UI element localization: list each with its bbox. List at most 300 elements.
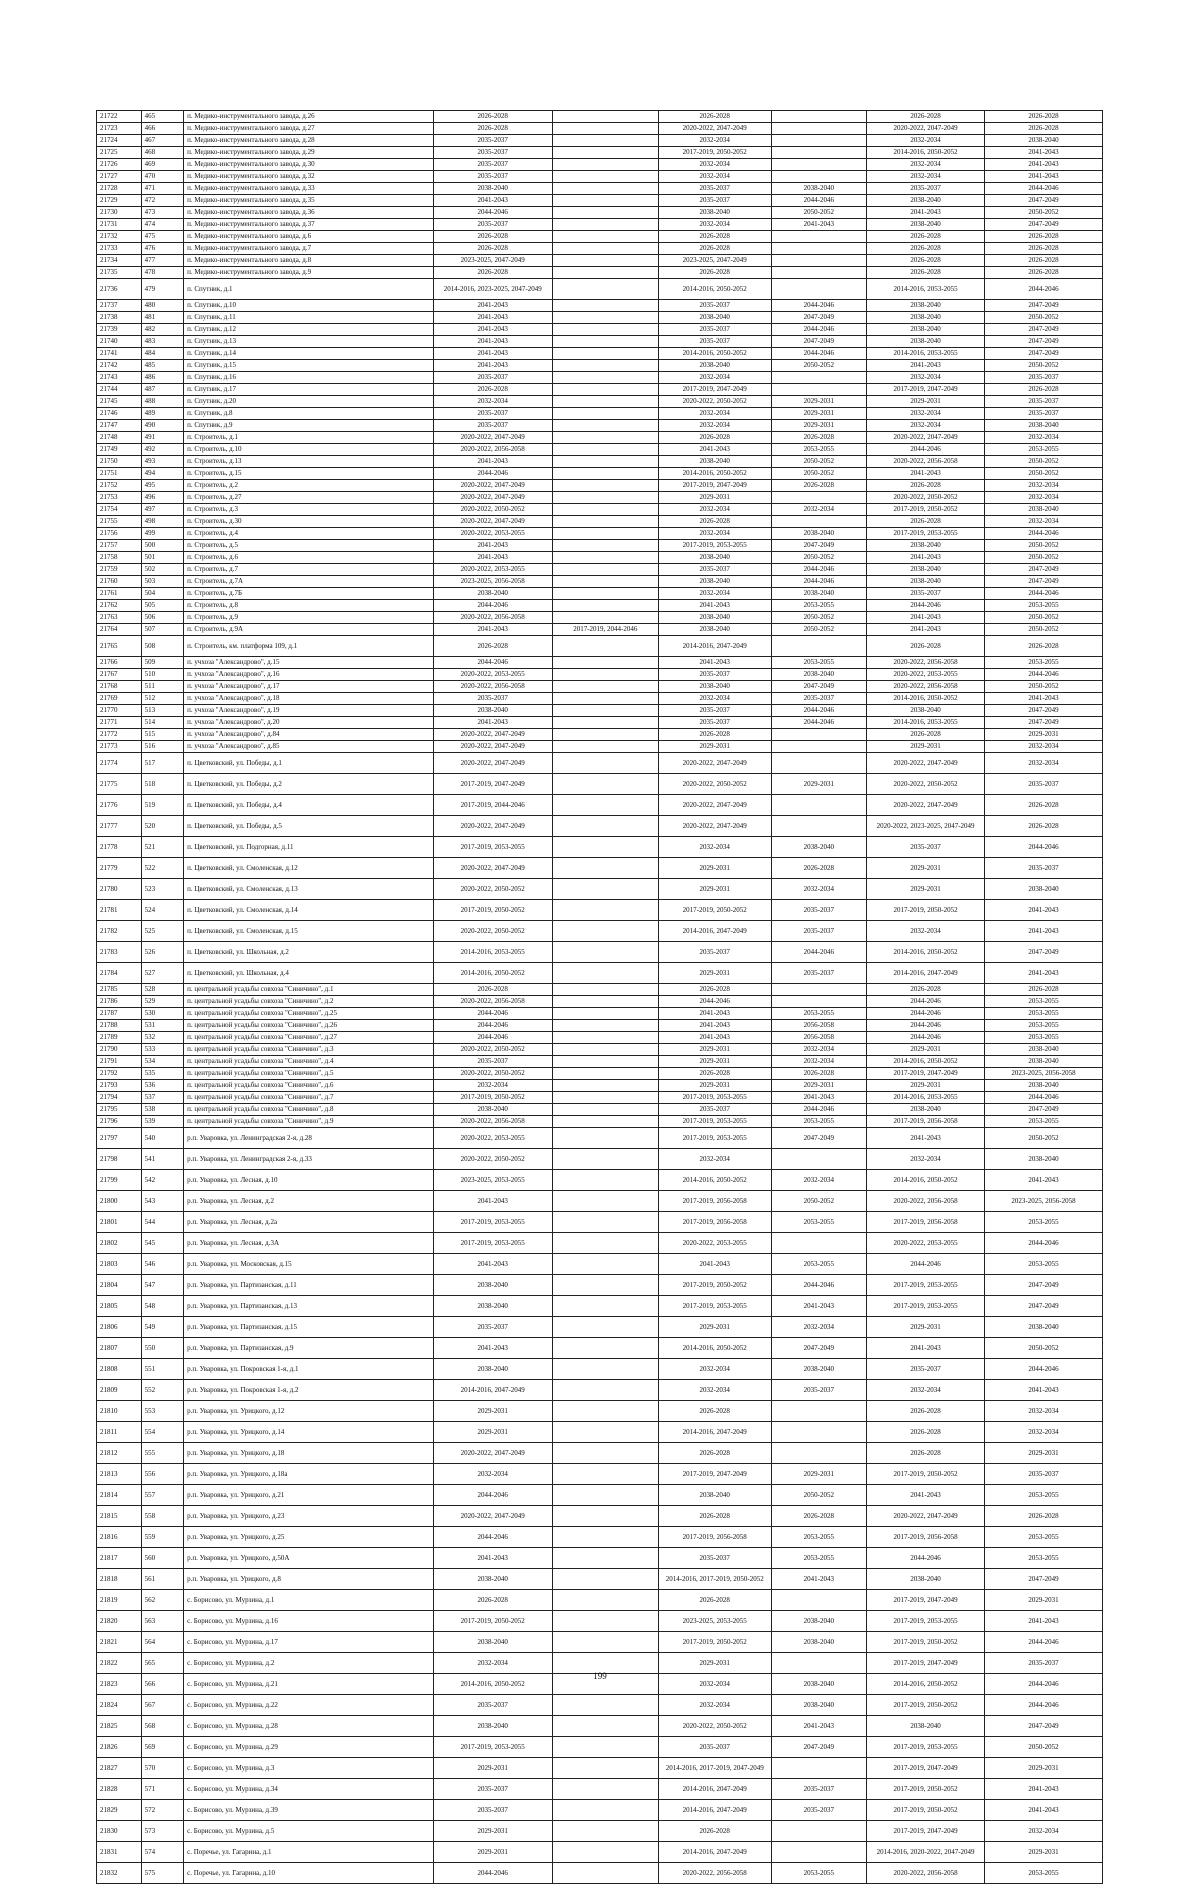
address-cell: п. Спутник, д.17 xyxy=(184,384,434,396)
row-number-cell: 21811 xyxy=(97,1422,142,1443)
period-cell-4: 2038-2040 xyxy=(771,528,867,540)
item-number-cell: 468 xyxy=(141,147,183,159)
item-number-cell: 482 xyxy=(141,324,183,336)
item-number-cell: 531 xyxy=(141,1020,183,1032)
period-cell-5: 2044-2046 xyxy=(867,1254,985,1275)
table-row xyxy=(97,1317,1103,1338)
period-cell-1: 2041-2043 xyxy=(433,1191,552,1212)
row-number-cell: 21779 xyxy=(97,858,142,879)
period-cell-6: 2050-2052 xyxy=(985,1737,1103,1758)
item-number-cell: 533 xyxy=(141,1044,183,1056)
period-cell-5: 2014-2016, 2050-2052 xyxy=(867,1170,985,1191)
period-cell-1: 2044-2046 xyxy=(433,1020,552,1032)
period-cell-3: 2032-2034 xyxy=(658,159,771,171)
table-row xyxy=(97,372,1103,384)
period-cell-4 xyxy=(771,255,867,267)
period-cell-1: 2032-2034 xyxy=(433,1080,552,1092)
period-cell-6: 2044-2046 xyxy=(985,1092,1103,1104)
row-number-cell: 21831 xyxy=(97,1842,142,1863)
period-cell-5: 2029-2031 xyxy=(867,858,985,879)
period-cell-6: 2029-2031 xyxy=(985,1842,1103,1863)
row-number-cell: 21810 xyxy=(97,1401,142,1422)
period-cell-2 xyxy=(552,1695,658,1716)
period-cell-6: 2038-2040 xyxy=(985,1044,1103,1056)
row-number-cell: 21753 xyxy=(97,492,142,504)
table-row xyxy=(97,693,1103,705)
item-number-cell: 471 xyxy=(141,183,183,195)
item-number-cell: 563 xyxy=(141,1611,183,1632)
item-number-cell: 511 xyxy=(141,681,183,693)
period-cell-6: 2026-2028 xyxy=(985,636,1103,657)
period-cell-4: 2038-2040 xyxy=(771,588,867,600)
period-cell-3: 2014-2016, 2017-2019, 2047-2049 xyxy=(658,1758,771,1779)
table-row xyxy=(97,480,1103,492)
address-cell: п. учхоза "Александрово", д.84 xyxy=(184,729,434,741)
row-number-cell: 21731 xyxy=(97,219,142,231)
period-cell-3: 2020-2022, 2047-2049 xyxy=(658,123,771,135)
item-number-cell: 524 xyxy=(141,900,183,921)
item-number-cell: 523 xyxy=(141,879,183,900)
period-cell-5: 2026-2028 xyxy=(867,267,985,279)
period-cell-6: 2023-2025, 2056-2058 xyxy=(985,1191,1103,1212)
row-number-cell: 21724 xyxy=(97,135,142,147)
item-number-cell: 567 xyxy=(141,1695,183,1716)
item-number-cell: 519 xyxy=(141,795,183,816)
period-cell-4: 2026-2028 xyxy=(771,480,867,492)
period-cell-3: 2020-2022, 2050-2052 xyxy=(658,396,771,408)
period-cell-5: 2017-2019, 2053-2055 xyxy=(867,528,985,540)
period-cell-2 xyxy=(552,159,658,171)
row-number-cell: 21832 xyxy=(97,1863,142,1884)
period-cell-3: 2017-2019, 2053-2055 xyxy=(658,540,771,552)
period-cell-4: 2053-2055 xyxy=(771,657,867,669)
table-row xyxy=(97,564,1103,576)
period-cell-1: 2020-2022, 2056-2058 xyxy=(433,612,552,624)
period-cell-2 xyxy=(552,1842,658,1863)
period-cell-3: 2020-2022, 2053-2055 xyxy=(658,1233,771,1254)
address-cell: п. Строитель, д.7А xyxy=(184,576,434,588)
period-cell-3: 2038-2040 xyxy=(658,612,771,624)
period-cell-3: 2032-2034 xyxy=(658,171,771,183)
period-cell-4: 2044-2046 xyxy=(771,324,867,336)
period-cell-4 xyxy=(771,147,867,159)
address-cell: п. Спутник, д.13 xyxy=(184,336,434,348)
address-cell: п. Цветковский, ул. Победы, д.1 xyxy=(184,753,434,774)
period-cell-1: 2038-2040 xyxy=(433,705,552,717)
period-cell-6: 2041-2043 xyxy=(985,147,1103,159)
row-number-cell: 21768 xyxy=(97,681,142,693)
table-row xyxy=(97,1275,1103,1296)
row-number-cell: 21733 xyxy=(97,243,142,255)
period-cell-4: 2041-2043 xyxy=(771,1092,867,1104)
address-cell: р.п. Уваровка, ул. Ленинградская 2-я, д.33 xyxy=(184,1149,434,1170)
period-cell-1: 2038-2040 xyxy=(433,588,552,600)
period-cell-2 xyxy=(552,396,658,408)
period-cell-2 xyxy=(552,540,658,552)
period-cell-2 xyxy=(552,1548,658,1569)
period-cell-2: 2017-2019, 2044-2046 xyxy=(552,624,658,636)
item-number-cell: 507 xyxy=(141,624,183,636)
period-cell-6: 2044-2046 xyxy=(985,1632,1103,1653)
period-cell-6: 2038-2040 xyxy=(985,879,1103,900)
period-cell-5: 2041-2043 xyxy=(867,1128,985,1149)
item-number-cell: 535 xyxy=(141,1068,183,1080)
period-cell-3: 2020-2022, 2050-2052 xyxy=(658,1716,771,1737)
address-cell: п. Цветковский, ул. Школьная, д.4 xyxy=(184,963,434,984)
period-cell-6: 2035-2037 xyxy=(985,1653,1103,1674)
period-cell-1: 2035-2037 xyxy=(433,408,552,420)
table-row xyxy=(97,1170,1103,1191)
period-cell-4: 2029-2031 xyxy=(771,396,867,408)
table-row xyxy=(97,1443,1103,1464)
item-number-cell: 516 xyxy=(141,741,183,753)
period-cell-4 xyxy=(771,996,867,1008)
period-cell-3: 2035-2037 xyxy=(658,717,771,729)
period-cell-4: 2047-2049 xyxy=(771,1128,867,1149)
period-cell-3: 2017-2019, 2056-2058 xyxy=(658,1191,771,1212)
period-cell-5: 2038-2040 xyxy=(867,219,985,231)
period-cell-4: 2035-2037 xyxy=(771,1800,867,1821)
period-cell-5: 2026-2028 xyxy=(867,636,985,657)
address-cell: п. центральной усадьбы совхоза "Синичино", д.4 xyxy=(184,1056,434,1068)
item-number-cell: 552 xyxy=(141,1380,183,1401)
period-cell-3: 2035-2037 xyxy=(658,1548,771,1569)
period-cell-5: 2014-2016, 2053-2055 xyxy=(867,717,985,729)
period-cell-3: 2032-2034 xyxy=(658,219,771,231)
table-row xyxy=(97,456,1103,468)
item-number-cell: 472 xyxy=(141,195,183,207)
period-cell-4: 2035-2037 xyxy=(771,963,867,984)
table-row xyxy=(97,741,1103,753)
row-number-cell: 21799 xyxy=(97,1170,142,1191)
row-number-cell: 21805 xyxy=(97,1296,142,1317)
period-cell-2 xyxy=(552,279,658,300)
period-cell-2 xyxy=(552,231,658,243)
address-cell: п. центральной усадьбы совхоза "Синичино", д.7 xyxy=(184,1092,434,1104)
table-row xyxy=(97,504,1103,516)
row-number-cell: 21777 xyxy=(97,816,142,837)
period-cell-2 xyxy=(552,1422,658,1443)
row-number-cell: 21817 xyxy=(97,1548,142,1569)
period-cell-2 xyxy=(552,1569,658,1590)
period-cell-2 xyxy=(552,219,658,231)
table-row xyxy=(97,1338,1103,1359)
row-number-cell: 21736 xyxy=(97,279,142,300)
period-cell-5: 2020-2022, 2047-2049 xyxy=(867,795,985,816)
period-cell-5: 2038-2040 xyxy=(867,336,985,348)
period-cell-1: 2041-2043 xyxy=(433,312,552,324)
period-cell-3: 2020-2022, 2047-2049 xyxy=(658,816,771,837)
period-cell-5: 2041-2043 xyxy=(867,624,985,636)
period-cell-3: 2017-2019, 2050-2052 xyxy=(658,1275,771,1296)
row-number-cell: 21735 xyxy=(97,267,142,279)
item-number-cell: 566 xyxy=(141,1674,183,1695)
table-row xyxy=(97,408,1103,420)
period-cell-3: 2035-2037 xyxy=(658,1104,771,1116)
address-cell: п. Цветковский, ул. Смоленская, д.14 xyxy=(184,900,434,921)
period-cell-3: 2026-2028 xyxy=(658,984,771,996)
address-cell: п. Цветковский, ул. Смоленская, д.12 xyxy=(184,858,434,879)
row-number-cell: 21734 xyxy=(97,255,142,267)
period-cell-4: 2053-2055 xyxy=(771,1116,867,1128)
address-cell: р.п. Уваровка, ул. Урицкого, д.50А xyxy=(184,1548,434,1569)
row-number-cell: 21798 xyxy=(97,1149,142,1170)
period-cell-5: 2017-2019, 2053-2055 xyxy=(867,1737,985,1758)
period-cell-3: 2026-2028 xyxy=(658,729,771,741)
table-row xyxy=(97,255,1103,267)
item-number-cell: 491 xyxy=(141,432,183,444)
period-cell-6: 2053-2055 xyxy=(985,657,1103,669)
table-row xyxy=(97,984,1103,996)
period-cell-3: 2026-2028 xyxy=(658,1443,771,1464)
period-cell-3: 2014-2016, 2050-2052 xyxy=(658,1338,771,1359)
period-cell-6: 2026-2028 xyxy=(985,816,1103,837)
period-cell-3: 2032-2034 xyxy=(658,1380,771,1401)
address-cell: п. Медико-инструментального завода, д.32 xyxy=(184,171,434,183)
period-cell-2 xyxy=(552,1800,658,1821)
period-cell-4: 2029-2031 xyxy=(771,774,867,795)
period-cell-3: 2014-2016, 2050-2052 xyxy=(658,468,771,480)
item-number-cell: 572 xyxy=(141,1800,183,1821)
address-cell: р.п. Уваровка, ул. Урицкого, д.8 xyxy=(184,1569,434,1590)
period-cell-5: 2014-2016, 2050-2052 xyxy=(867,1056,985,1068)
period-cell-6: 2038-2040 xyxy=(985,1080,1103,1092)
table-row xyxy=(97,681,1103,693)
period-cell-6: 2026-2028 xyxy=(985,123,1103,135)
period-cell-6: 2026-2028 xyxy=(985,243,1103,255)
period-cell-2 xyxy=(552,984,658,996)
item-number-cell: 534 xyxy=(141,1056,183,1068)
period-cell-2 xyxy=(552,1485,658,1506)
item-number-cell: 553 xyxy=(141,1401,183,1422)
period-cell-5: 2020-2022, 2056-2058 xyxy=(867,456,985,468)
period-cell-1: 2020-2022, 2053-2055 xyxy=(433,528,552,540)
row-number-cell: 21754 xyxy=(97,504,142,516)
address-cell: п. Строитель, д.8 xyxy=(184,600,434,612)
row-number-cell: 21792 xyxy=(97,1068,142,1080)
address-cell: п. центральной усадьбы совхоза "Синичино", д.8 xyxy=(184,1104,434,1116)
item-number-cell: 486 xyxy=(141,372,183,384)
period-cell-5: 2038-2040 xyxy=(867,324,985,336)
period-cell-2 xyxy=(552,1092,658,1104)
period-cell-4 xyxy=(771,753,867,774)
address-cell: п. Медико-инструментального завода, д.27 xyxy=(184,123,434,135)
row-number-cell: 21809 xyxy=(97,1380,142,1401)
item-number-cell: 474 xyxy=(141,219,183,231)
period-cell-2 xyxy=(552,420,658,432)
address-cell: с. Борисово, ул. Мурзина, д.34 xyxy=(184,1779,434,1800)
repair-schedule-table xyxy=(96,110,1103,1884)
item-number-cell: 543 xyxy=(141,1191,183,1212)
period-cell-5: 2017-2019, 2047-2049 xyxy=(867,384,985,396)
period-cell-2 xyxy=(552,1506,658,1527)
item-number-cell: 467 xyxy=(141,135,183,147)
period-cell-4: 2038-2040 xyxy=(771,837,867,858)
table-row xyxy=(97,540,1103,552)
period-cell-1: 2026-2028 xyxy=(433,243,552,255)
period-cell-1: 2035-2037 xyxy=(433,372,552,384)
period-cell-3: 2032-2034 xyxy=(658,693,771,705)
period-cell-3: 2041-2043 xyxy=(658,1254,771,1275)
row-number-cell: 21761 xyxy=(97,588,142,600)
item-number-cell: 490 xyxy=(141,420,183,432)
period-cell-5: 2014-2016, 2050-2052 xyxy=(867,693,985,705)
item-number-cell: 542 xyxy=(141,1170,183,1191)
period-cell-4: 2047-2049 xyxy=(771,540,867,552)
period-cell-4: 2032-2034 xyxy=(771,1056,867,1068)
item-number-cell: 550 xyxy=(141,1338,183,1359)
period-cell-4: 2053-2055 xyxy=(771,600,867,612)
period-cell-3: 2029-2031 xyxy=(658,1653,771,1674)
row-number-cell: 21814 xyxy=(97,1485,142,1506)
period-cell-3: 2038-2040 xyxy=(658,207,771,219)
period-cell-2 xyxy=(552,1590,658,1611)
period-cell-3: 2029-2031 xyxy=(658,879,771,900)
row-number-cell: 21794 xyxy=(97,1092,142,1104)
period-cell-3: 2038-2040 xyxy=(658,1485,771,1506)
period-cell-4: 2047-2049 xyxy=(771,681,867,693)
period-cell-5: 2020-2022, 2056-2058 xyxy=(867,1191,985,1212)
address-cell: п. Строитель, д.3 xyxy=(184,504,434,516)
period-cell-5: 2038-2040 xyxy=(867,1569,985,1590)
period-cell-5: 2017-2019, 2053-2055 xyxy=(867,1275,985,1296)
period-cell-5: 2041-2043 xyxy=(867,552,985,564)
item-number-cell: 473 xyxy=(141,207,183,219)
period-cell-5: 2017-2019, 2047-2049 xyxy=(867,1068,985,1080)
period-cell-2 xyxy=(552,1716,658,1737)
period-cell-2 xyxy=(552,111,658,123)
table-row xyxy=(97,195,1103,207)
row-number-cell: 21756 xyxy=(97,528,142,540)
row-number-cell: 21763 xyxy=(97,612,142,624)
address-cell: п. Строитель, д.27 xyxy=(184,492,434,504)
period-cell-4: 2053-2055 xyxy=(771,1527,867,1548)
item-number-cell: 494 xyxy=(141,468,183,480)
period-cell-4: 2026-2028 xyxy=(771,1506,867,1527)
table-body xyxy=(97,111,1103,1884)
period-cell-5: 2017-2019, 2056-2058 xyxy=(867,1212,985,1233)
period-cell-1: 2044-2046 xyxy=(433,1008,552,1020)
period-cell-4: 2038-2040 xyxy=(771,1359,867,1380)
period-cell-6: 2050-2052 xyxy=(985,456,1103,468)
period-cell-4: 2050-2052 xyxy=(771,624,867,636)
period-cell-4: 2038-2040 xyxy=(771,183,867,195)
period-cell-5: 2014-2016, 2053-2055 xyxy=(867,279,985,300)
period-cell-4: 2053-2055 xyxy=(771,1212,867,1233)
table-row xyxy=(97,1863,1103,1884)
table-row xyxy=(97,1821,1103,1842)
period-cell-3: 2029-2031 xyxy=(658,1317,771,1338)
period-cell-5: 2041-2043 xyxy=(867,1485,985,1506)
period-cell-4 xyxy=(771,1821,867,1842)
row-number-cell: 21729 xyxy=(97,195,142,207)
row-number-cell: 21757 xyxy=(97,540,142,552)
period-cell-2 xyxy=(552,900,658,921)
table-row xyxy=(97,1212,1103,1233)
period-cell-2 xyxy=(552,171,658,183)
period-cell-2 xyxy=(552,1128,658,1149)
period-cell-1: 2038-2040 xyxy=(433,1275,552,1296)
period-cell-6: 2050-2052 xyxy=(985,207,1103,219)
period-cell-3: 2026-2028 xyxy=(658,432,771,444)
table-row xyxy=(97,1296,1103,1317)
period-cell-2 xyxy=(552,456,658,468)
item-number-cell: 540 xyxy=(141,1128,183,1149)
period-cell-6: 2047-2049 xyxy=(985,348,1103,360)
period-cell-3: 2020-2022, 2050-2052 xyxy=(658,774,771,795)
row-number-cell: 21728 xyxy=(97,183,142,195)
period-cell-1: 2020-2022, 2050-2052 xyxy=(433,1149,552,1170)
table-row xyxy=(97,219,1103,231)
period-cell-6: 2038-2040 xyxy=(985,1056,1103,1068)
period-cell-3: 2029-2031 xyxy=(658,741,771,753)
period-cell-2 xyxy=(552,372,658,384)
table-row xyxy=(97,231,1103,243)
address-cell: р.п. Уваровка, ул. Урицкого, д.12 xyxy=(184,1401,434,1422)
period-cell-4 xyxy=(771,1758,867,1779)
row-number-cell: 21772 xyxy=(97,729,142,741)
address-cell: р.п. Уваровка, ул. Урицкого, д.25 xyxy=(184,1527,434,1548)
period-cell-5: 2041-2043 xyxy=(867,360,985,372)
period-cell-1: 2044-2046 xyxy=(433,657,552,669)
period-cell-2 xyxy=(552,1821,658,1842)
period-cell-4 xyxy=(771,729,867,741)
table-row xyxy=(97,858,1103,879)
address-cell: р.п. Уваровка, ул. Лесная, д.3А xyxy=(184,1233,434,1254)
table-row xyxy=(97,183,1103,195)
row-number-cell: 21770 xyxy=(97,705,142,717)
period-cell-6: 2050-2052 xyxy=(985,1128,1103,1149)
address-cell: р.п. Уваровка, ул. Урицкого, д.23 xyxy=(184,1506,434,1527)
period-cell-4 xyxy=(771,111,867,123)
period-cell-1: 2041-2043 xyxy=(433,324,552,336)
period-cell-4: 2050-2052 xyxy=(771,468,867,480)
period-cell-2 xyxy=(552,195,658,207)
table-row xyxy=(97,1044,1103,1056)
table-row xyxy=(97,420,1103,432)
period-cell-2 xyxy=(552,135,658,147)
period-cell-1: 2035-2037 xyxy=(433,159,552,171)
period-cell-1: 2020-2022, 2047-2049 xyxy=(433,858,552,879)
period-cell-5: 2029-2031 xyxy=(867,396,985,408)
row-number-cell: 21740 xyxy=(97,336,142,348)
item-number-cell: 529 xyxy=(141,996,183,1008)
period-cell-2 xyxy=(552,879,658,900)
item-number-cell: 549 xyxy=(141,1317,183,1338)
period-cell-3: 2023-2025, 2053-2055 xyxy=(658,1611,771,1632)
period-cell-1: 2038-2040 xyxy=(433,1632,552,1653)
period-cell-6: 2041-2043 xyxy=(985,1380,1103,1401)
period-cell-1: 2041-2043 xyxy=(433,348,552,360)
period-cell-5: 2029-2031 xyxy=(867,1317,985,1338)
period-cell-3: 2038-2040 xyxy=(658,360,771,372)
period-cell-1: 2044-2046 xyxy=(433,468,552,480)
item-number-cell: 480 xyxy=(141,300,183,312)
address-cell: п. центральной усадьбы совхоза "Синичино", д.6 xyxy=(184,1080,434,1092)
period-cell-4 xyxy=(771,135,867,147)
address-cell: п. Медико-инструментального завода, д.37 xyxy=(184,219,434,231)
table-row xyxy=(97,1569,1103,1590)
item-number-cell: 515 xyxy=(141,729,183,741)
period-cell-3: 2020-2022, 2047-2049 xyxy=(658,795,771,816)
period-cell-2 xyxy=(552,1254,658,1275)
period-cell-4: 2050-2052 xyxy=(771,456,867,468)
row-number-cell: 21738 xyxy=(97,312,142,324)
period-cell-1: 2041-2043 xyxy=(433,336,552,348)
address-cell: р.п. Уваровка, ул. Партизанская, д.15 xyxy=(184,1317,434,1338)
row-number-cell: 21723 xyxy=(97,123,142,135)
table-row xyxy=(97,279,1103,300)
